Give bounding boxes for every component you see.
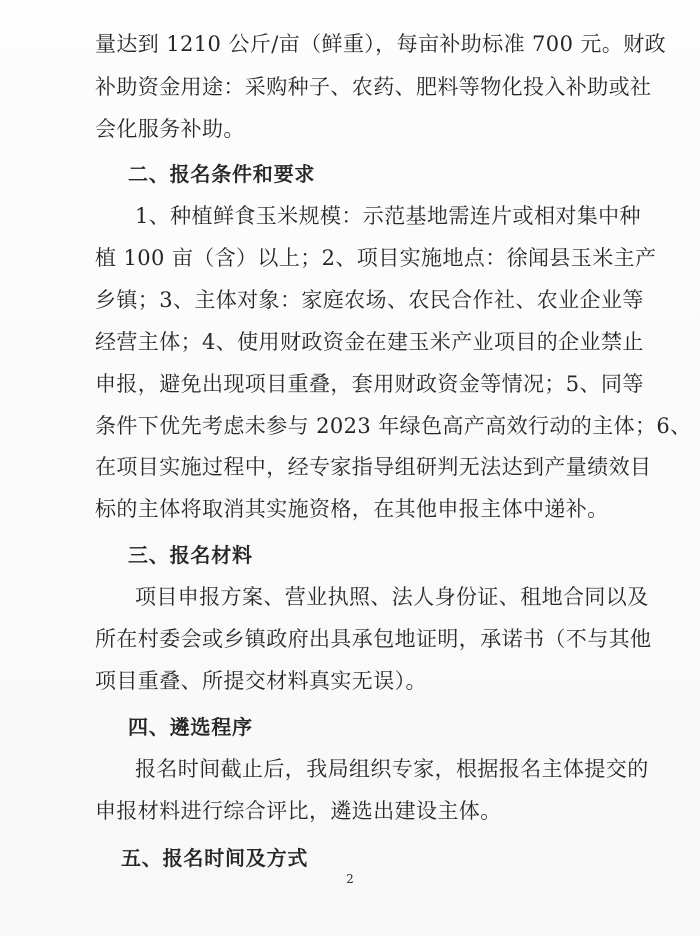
page-number: 2	[346, 872, 354, 886]
section-heading-2: 二、报名条件和要求	[128, 162, 316, 186]
section4-line-2: 申报材料进行综合评比，遴选出建设主体。	[95, 799, 502, 823]
intro-line-2: 补助资金用途：采购种子、农药、肥料等物化投入补助或社	[95, 75, 652, 99]
section2-line-5: 申报，避免出现项目重叠，套用财政资金等情况；5、同等	[95, 372, 644, 396]
section2-line-4: 经营主体；4、使用财政资金在建玉米产业项目的企业禁止	[95, 330, 644, 354]
section2-line-7: 在项目实施过程中，经专家指导组研判无法达到产量绩效目	[95, 455, 652, 479]
section2-line-1: 1、种植鲜食玉米规模：示范基地需连片或相对集中种	[135, 204, 641, 228]
section3-line-3: 项目重叠、所提交材料真实无误）。	[95, 669, 427, 693]
section3-line-1: 项目申报方案、营业执照、法人身份证、租地合同以及	[135, 585, 649, 609]
section-heading-3: 三、报名材料	[128, 543, 253, 567]
section-heading-4: 四、遴选程序	[128, 715, 253, 739]
intro-line-3: 会化服务补助。	[95, 117, 245, 141]
section2-line-8: 标的主体将取消其实施资格，在其他申报主体中递补。	[95, 497, 609, 521]
section4-line-1: 报名时间截止后，我局组织专家，根据报名主体提交的	[135, 757, 649, 781]
section2-line-6: 条件下优先考虑未参与 2023 年绿色高产高效行动的主体；6、	[95, 414, 692, 438]
section2-line-2: 植 100 亩（含）以上；2、项目实施地点：徐闻县玉米主产	[95, 246, 657, 270]
section3-line-2: 所在村委会或乡镇政府出具承包地证明，承诺书（不与其他	[95, 627, 652, 651]
intro-line-1: 量达到 1210 公斤/亩（鲜重），每亩补助标准 700 元。财政	[95, 32, 667, 56]
section2-line-3: 乡镇；3、主体对象：家庭农场、农民合作社、农业企业等	[95, 288, 644, 312]
section-heading-5: 五、报名时间及方式	[121, 846, 309, 870]
